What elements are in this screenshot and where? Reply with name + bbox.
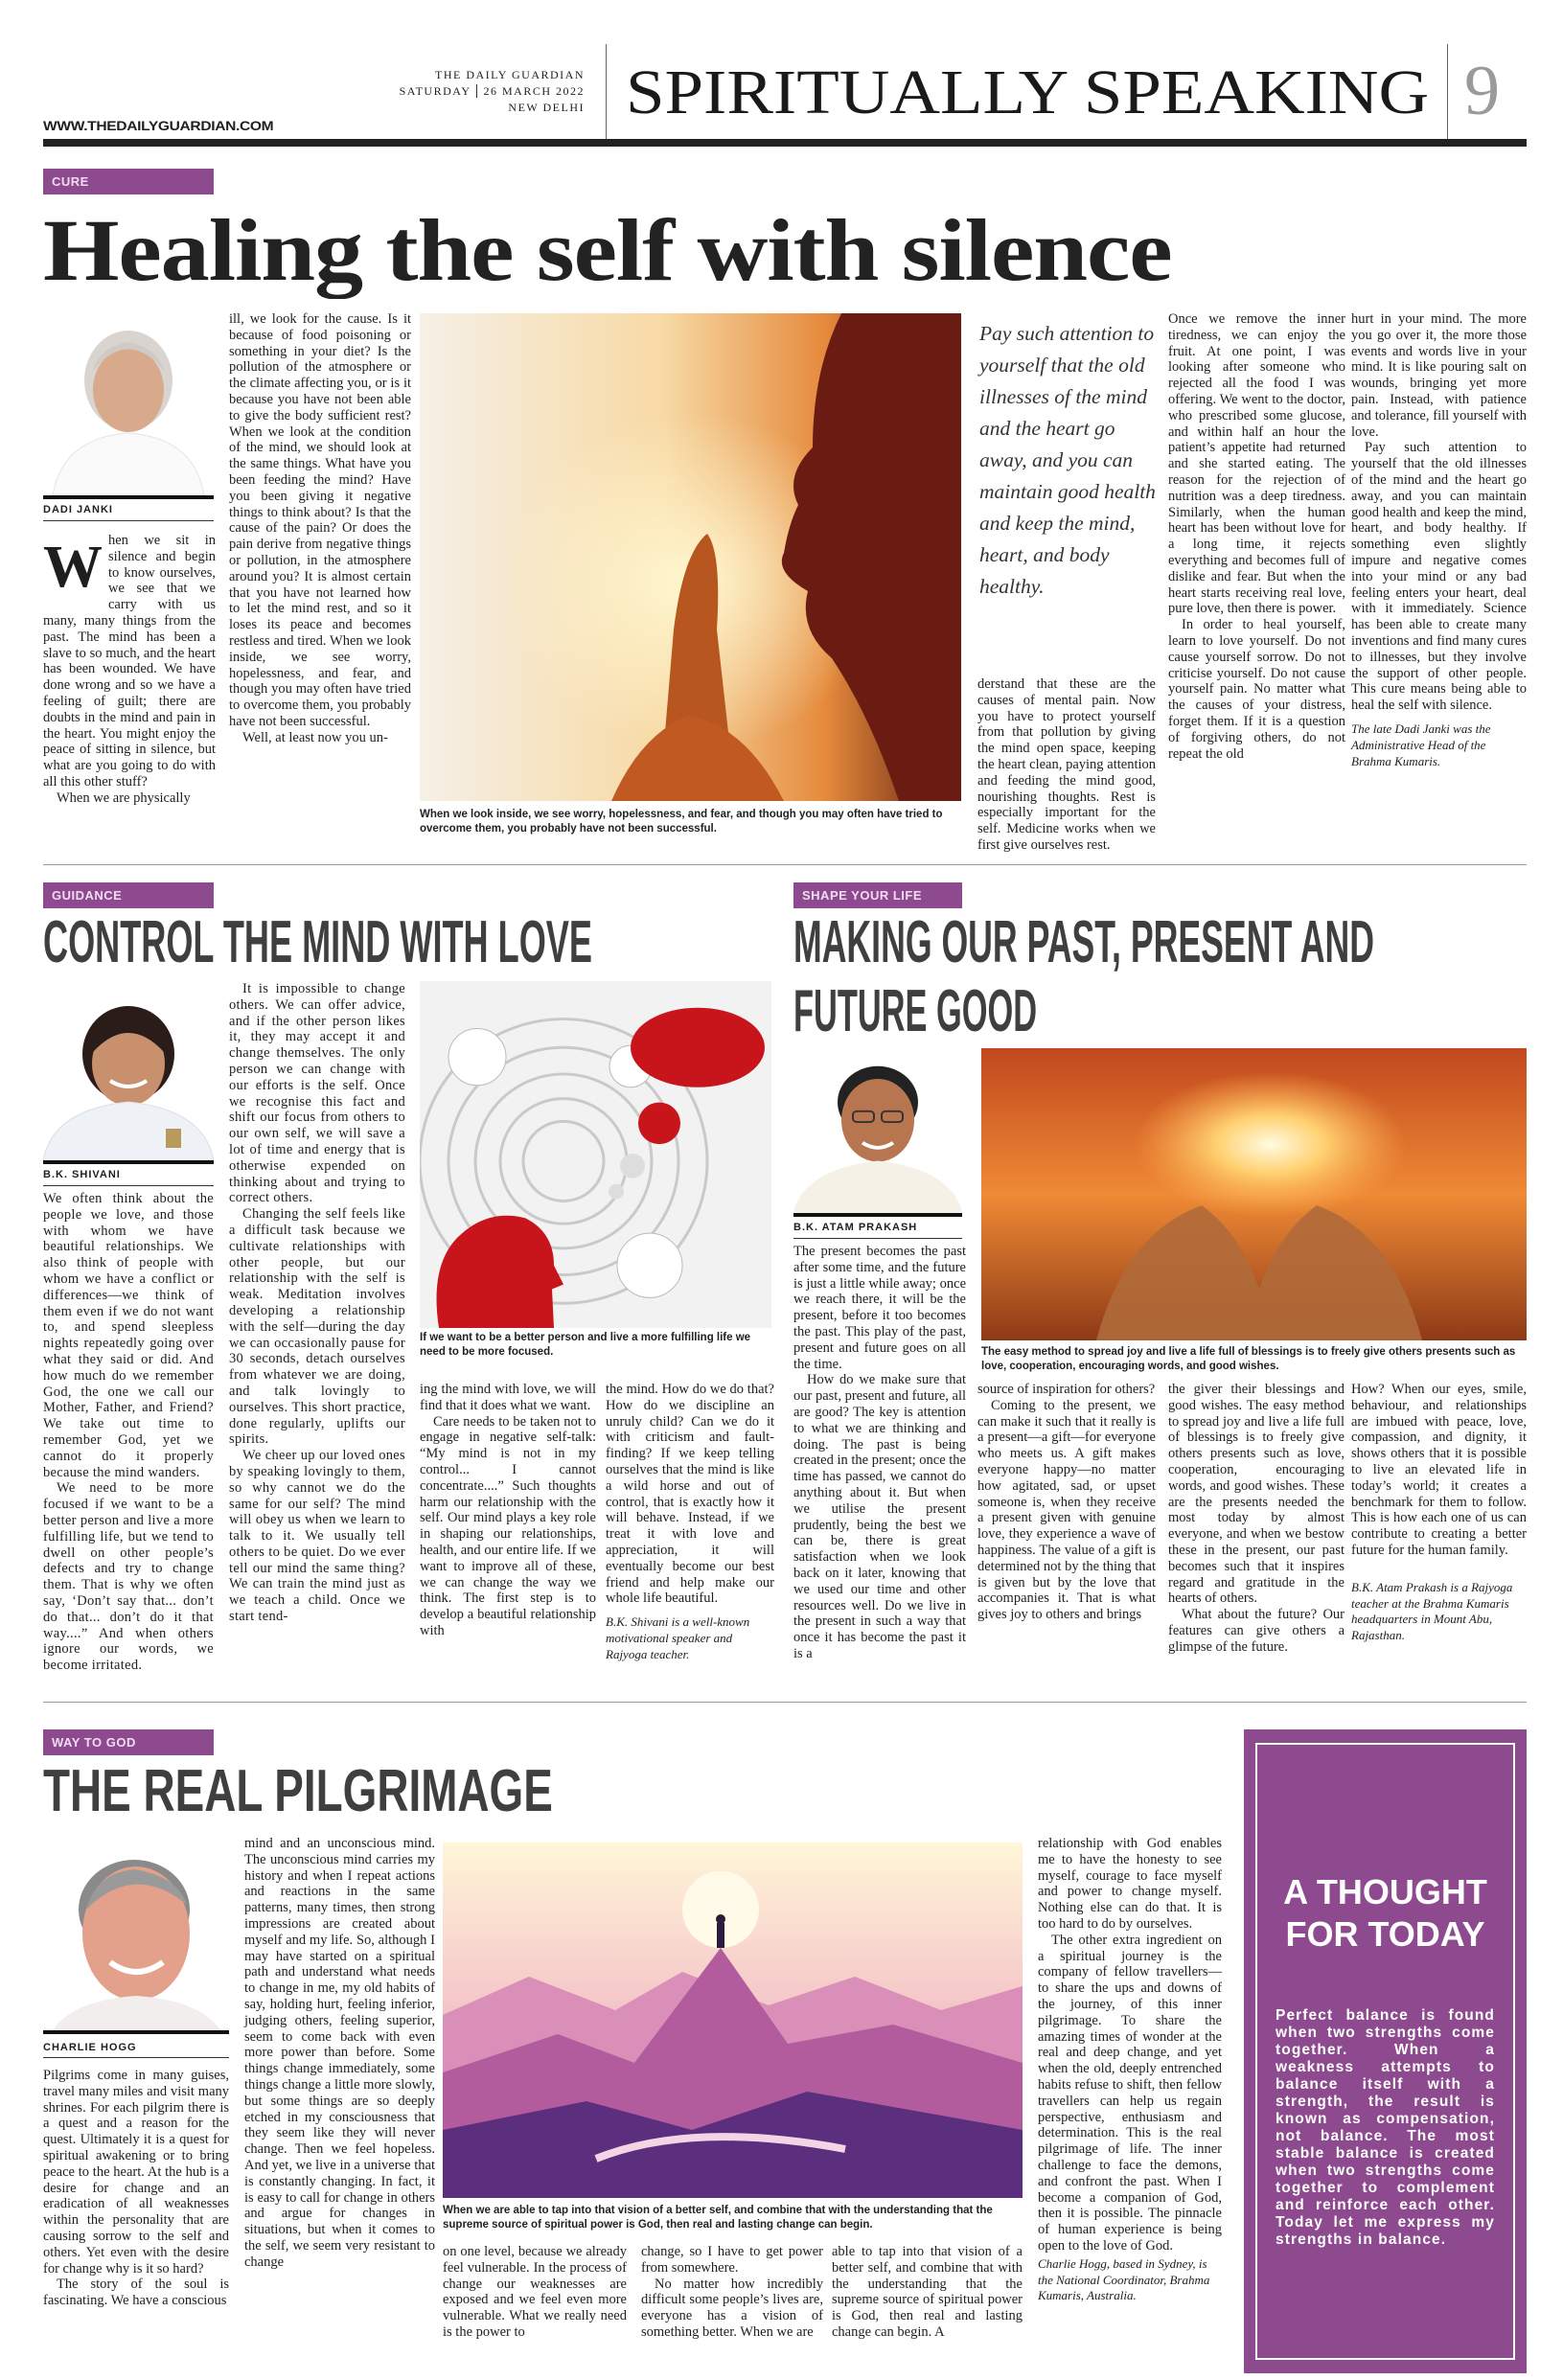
article-column	[1351, 1382, 1527, 1644]
article-column	[977, 676, 1156, 854]
author-photo	[43, 313, 214, 495]
article-column	[606, 1382, 774, 1663]
article-column	[1168, 1382, 1345, 1656]
box-title-line: FOR TODAY	[1285, 1914, 1485, 1954]
paragraph: Well, at least now you un-	[242, 729, 388, 745]
article-column	[1038, 1836, 1222, 2304]
paragraph: Pay such attention to yourself that the old illnesses of the mind and the heart go away, and you can maintain good health and keep the mind, heart, and body healthy. If something even slightly impure and negative comes into your mind or any bad feeling enters your heart, deal with it immediately. Science has been able to create many inventions and find many cures to illnesses, but they involve the support of other people. This cure means being able to heal the self with silence.	[1351, 440, 1527, 714]
article-column	[43, 2068, 229, 2309]
article-column	[244, 1836, 435, 2271]
thought-for-today-box	[1244, 1729, 1527, 2373]
article-column	[420, 1382, 596, 1639]
author-photo	[43, 1842, 229, 2030]
paper-city: NEW DELHI	[508, 101, 585, 114]
author-bio: The late Dadi Janki was the Administrative Head of the Brahma Kumaris.	[1351, 721, 1491, 768]
author-bio: Charlie Hogg, based in Sydney, is the National Coordinator, Brahma Kumaris, Australia.	[1038, 2255, 1210, 2303]
article-image-praying-silhouette	[420, 313, 961, 801]
author-name: B.K. ATAM PRAKASH	[793, 1213, 962, 1239]
article-headline	[43, 1757, 732, 1826]
author-bio: B.K. Shivani is a well-known motivational speaker and Rajyoga teacher.	[606, 1614, 750, 1661]
paragraph: No matter how incredibly difficult some people’s lives are, everyone has a vision of something better. When we are	[641, 2276, 823, 2340]
image-caption: When we look inside, we see worry, hopelessness, and fear, and though you may often have tried to overcome them, you probably have not been successful.	[420, 809, 943, 835]
article-image-sun-in-hands	[981, 1048, 1527, 1340]
headline-text: Healing the self with silence	[43, 201, 1172, 299]
article-column	[1168, 311, 1345, 762]
paper-date: 26 MARCH 2022	[483, 84, 585, 98]
masthead-divider	[1447, 44, 1448, 140]
paragraph: We need to be more focused if we want to be a better person and live a more fulfilling life, but we tend to dwell on other people’s defects and try to change them. That is why we often say, ‘Don’t say that... don’t do that... don’t do it that way....” And when others ignore our words, we become irritated.	[43, 1480, 214, 1674]
section-title	[626, 56, 1430, 130]
paragraph: the giver their blessings and good wishes. The easy method to spread joy and live a life full of blessings is to freely give others presents such as love, cooperation, encouraging words, and good wishes. These are the presents needed the most today by almost everyone, and when we bestow these in the present, our past becomes such that it inspires regard and gratitude in the hearts of others.	[1168, 1382, 1345, 1607]
paragraph: relationship with God enables me to have the honesty to see myself, courage to face myself and power to change myself. Nothing else can do that. It is too hard to do by ourselves.	[1038, 1836, 1222, 1932]
paragraph: How do we make sure that our past, present and future, all are good? The key is attention to what we are thinking and doing. The past is being created in the present; once the time has passed, we cannot do anything about it. But when we utilise the present prudently, being the best we can be, there is great satisfaction when we look back on it later, knowing that we used our time and other resources well. Do we live in the present in such a way that once it has become the past it is a	[793, 1372, 966, 1661]
article-column	[229, 311, 411, 746]
paragraph: The other extra ingredient on a spiritual journey is the company of fellow travellers—to share the ups and downs of the journey, of this inner pilgrimage. To share the amazing times of wonder at the real and deep change, and yet when the old, deeply entrenched habits refuse to shift, then fellow travellers can help us regain perspective, enthusiasm and determination. This is the real pilgrimage of life. The inner challenge to face the demons, and confront the past. When I become a companion of God, then it is possible. The pinnacle of human experience is being open to the love of God.	[1038, 1932, 1222, 2254]
article-column	[443, 2244, 627, 2341]
box-title-line: A THOUGHT	[1283, 1872, 1487, 1911]
section-tag-shape-your-life: SHAPE YOUR LIFE	[793, 882, 962, 908]
section-title-text: SPIRITUALLY SPEAKING	[626, 57, 1430, 127]
image-caption: When we are able to tap into that vision of a better self, and combine that with the understanding that the supreme source of spiritual power is God, then real and lasting change can begin.	[443, 2205, 993, 2231]
author-name: DADI JANKI	[43, 495, 214, 521]
article-column	[977, 1382, 1156, 1623]
paragraph: source of inspiration for others?	[977, 1382, 1156, 1397]
paragraph: Changing the self feels like a difficult task because we cultivate relationships with other people, but our relationship with the self is weak. Meditation involves developing a relationship with the self—during the day we can occasionally pause for 30 seconds, detach ourselves from whatever we are doing, and talk lovingly to ourselves. This short practice, done regularly, uplifts our spirits.	[229, 1206, 405, 1448]
paragraph: Once we remove the inner tiredness, we can enjoy the fruit. At one point, I was looking after someone who rejected all the food I was offering. We went to the doctor, who prescribed some glucose, and within half an hour the patient’s appetite had returned and she started eating. The reason for the rejection of nutrition was a deep tiredness. Similarly, when the human heart has been without love for a long time, it rejects everything and becomes full of dislike and fear. But when the heart starts receiving real love, pure love, then there is power.	[1168, 311, 1345, 617]
article-column	[832, 2244, 1023, 2341]
paragraph: on one level, because we already feel vulnerable. In the process of change our weaknesses are exposed and we feel even more vulnerable. What we really need is the power to	[443, 2244, 627, 2340]
paragraph: It is impossible to change others. We can offer advice, and if the other person likes it, they may accept it and change themselves. The only person we can change with our efforts is the self. Once we recognise this fact and shift our focus from others to our own self, we will save a lot of time and energy that is otherwise expended on thinking about and trying to correct others.	[229, 981, 405, 1206]
paragraph: We often think about the people we love, and those with whom we have beautiful relationships. We also think of people with whom we have a conflict or differences—we think of them even if we do not want to, and spend sleepless nights repeatedly going over what they said or did. And how much do we remember God, the one we call our Mother, Father, and Friend? We take out time to remember God, yet we cannot do it properly because the mind wanders.	[43, 1191, 214, 1480]
article-column	[793, 1244, 966, 1662]
headline-text: THE REAL PILGRIMAGE	[43, 1758, 553, 1824]
headline-line: FUTURE GOOD	[793, 978, 1038, 1044]
image-caption: The easy method to spread joy and live a life full of blessings is to freely give others presents such as love, cooperation, encouraging words, and good wishes.	[981, 1346, 1516, 1372]
section-divider	[43, 864, 1527, 865]
paragraph: change, so I have to get power from somewhere.	[641, 2244, 823, 2276]
paragraph: hurt in your mind. The more you go over it, the more those events and words live in your mind. It is like pouring salt on wounds, bringing yet more pain. Instead, with patience and tolerance, fill yourself with love.	[1351, 311, 1527, 440]
headline-line: MAKING OUR PAST, PRESENT AND	[793, 909, 1375, 975]
paragraph: Pilgrims come in many guises, travel many miles and visit many shrines. For each pilgrim there is a quest and a reason for the quest. Ultimately it is a quest for spiritual awakening or to bring peace to the heart. At the hub is a desire for change and an eradication of all weaknesses within the personality that are causing sorrow to the self and others. Yet even with the desire for change why is it so hard?	[43, 2068, 229, 2277]
paragraph: able to tap into that vision of a better self, and combine that with the understanding that the supreme source of spiritual power is God, then real and lasting change can begin. A	[832, 2244, 1023, 2340]
article-column	[1351, 311, 1527, 769]
drop-cap: W	[43, 535, 103, 600]
masthead-divider	[606, 44, 607, 140]
author-photo	[793, 1048, 962, 1213]
article-headline	[43, 199, 1172, 301]
section-tag-cure: CURE	[43, 169, 214, 195]
pull-quote: Pay such attention to yourself that the old illnesses of the mind and the heart go away, and you can maintain good health and keep the mind, heart, and body healthy.	[979, 322, 1156, 598]
article-column	[641, 2244, 823, 2341]
paragraph: derstand that these are the causes of mental pain. Now you have to protect yourself from that pollution by giving the mind open space, keeping the heart clean, paying attention and feeding the mind good, nourishing thoughts. Rest is especially important for the self. Medicine works when we first give ourselves rest.	[977, 676, 1156, 853]
paper-name: THE DAILY GUARDIAN	[435, 68, 585, 81]
page-number: 9	[1464, 52, 1500, 130]
paper-dateline	[364, 83, 585, 100]
article-headline	[793, 908, 1563, 1046]
box-title	[1244, 1871, 1527, 1956]
paragraph: ing the mind with love, we will find that it does what we want.	[420, 1382, 596, 1413]
article-column	[43, 533, 216, 807]
masthead-rule	[43, 139, 1527, 147]
article-column	[43, 1191, 214, 1674]
article-image-mountain-pilgrim	[443, 1842, 1023, 2198]
paragraph: ill, we look for the cause. Is it because of food poisoning or something in your diet? Is the pollution of the atmosphere or the climate affecting you, or is it because you have not been able to give the body sufficient rest? When we look at the condition of the mind, we should look at the same things. What have you been feeding the mind? Have you been giving it negative things to think about? Is that the cause of the pain? Or does the pain derive from negative things or pollution, in the atmosphere around you? It is almost certain that you have not learned how to let the mind rest, and so it loses its peace and becomes restless and tired. When we look inside, we see worry, hopelessness, and fear, and though you may often have tried to overcome them, you probably have not been successful.	[229, 311, 411, 729]
section-tag-guidance: GUIDANCE	[43, 882, 214, 908]
website-text: WWW.THEDAILYGUARDIAN.COM	[43, 118, 274, 133]
paragraph: the mind. How do we do that? How do we discipline an unruly child? Can we do it with criticism and fault-finding? If we keep telling ourselves that the mind is like a wild horse and out of control, that is exactly how it will behave. Instead, if we treat it with love and appreciation, it will eventually become our best friend and help make our whole life beautiful.	[606, 1382, 774, 1607]
author-name: B.K. SHIVANI	[43, 1160, 214, 1186]
image-caption: If we want to be a better person and live a more fulfilling life we need to be more focused.	[420, 1332, 751, 1358]
paper-meta	[364, 67, 585, 116]
paragraph: What about the future? Our features can give others a glimpse of the future.	[1168, 1607, 1345, 1655]
paragraph: The present becomes the past after some time, and the future is just a little while away; once we reach there, it will be the present, before it too becomes the past. This play of the past, present and future goes on all the time.	[793, 1244, 966, 1372]
author-photo	[43, 985, 214, 1160]
website-link[interactable]	[43, 118, 274, 133]
author-name: CHARLIE HOGG	[43, 2030, 229, 2058]
paper-day: SATURDAY	[399, 84, 471, 98]
paragraph: The story of the soul is fascinating. We have a conscious	[43, 2277, 229, 2309]
author-bio: B.K. Atam Prakash is a Rajyoga teacher at the Brahma Kumaris headquarters in Mount Abu, Rajasthan.	[1351, 1579, 1513, 1643]
paragraph: mind and an unconscious mind. The unconscious mind carries my history and when I repeat actions and reactions in the same patterns, many times, then strong impressions are created about myself and my life. So, although I may have started on a spiritual path and understand what needs to change in me, my old habits of say, holding hurt, feeling inferior, judging others, feeling superior, seem to come back with even more power than before. Some things change immediately, some things change a little more slowly, but some things are so deeply etched in my consciousness that they seem like they will never change. Then we feel hopeless. And yet, we live in a universe that is constantly changing. In fact, it is easy to call for change in others and argue for changes in situations, but when it comes to the self, we seem very resistant to change	[244, 1836, 435, 2270]
paragraph: In order to heal yourself, learn to love yourself. Do not cause yourself sorrow. Do not criticise yourself. Do not cause yourself pain. No matter what the causes of your distress, forget them. If it is a question of forgiving others, do not repeat the old	[1168, 617, 1345, 762]
box-text: Perfect balance is found when two strengths come together. When a weakness attempts to balance itself with a strength, the result is known as compensation, not balance. The most stable balance is created when two strengths come together to complement and reinforce each other. Today let me express my strengths in balance.	[1276, 2007, 1495, 2248]
article-image-mind-thought-bubble	[420, 981, 771, 1328]
section-divider	[43, 1702, 1527, 1703]
paragraph: Care needs to be taken not to engage in negative self-talk: “My mind is not in my control... I cannot concentrate....” Such thoughts harm our relationship with the self. Our mind plays a key role in shaping our relationships, health, and our entire life. If we want to improve all of these, we can change the way we think. The first step is to develop a beautiful relationship with	[420, 1413, 596, 1638]
paragraph: Coming to the present, we can make it such that it really is a present—a gift—for everyone who meets us. A gift makes everyone happy—no matter how agitated, sad, or upset someone is, when they receive a present given with genuine love, they experience a wave of happiness. The value of a gift is determined not by the thing that is given but by the love that accompanies it. That is what gives joy to others and brings	[977, 1397, 1156, 1623]
article-column	[229, 981, 405, 1625]
headline-text: CONTROL THE MIND WITH LOVE	[43, 909, 592, 975]
paragraph: How? When our eyes, smile, behaviour, and relationships are imbued with peace, love, compassion, and dignity, it shows others that it is possible to live an elevated life in today’s world; it creates a benchmark for them to follow. This is how each one of us can contribute to creating a better future for the human family.	[1351, 1382, 1527, 1558]
paragraph: When we are physically	[57, 790, 191, 806]
paragraph: hen we sit in silence and begin to know ourselves, we see that we carry with us many, many things from the past. The mind has been a slave to so much, and the heart has been wounded. We have done wrong and so we have a feeling of guilt; there are doubts in the mind and pain in the heart. You might enjoy the peace of sitting in silence, but what are you going to do with all this other stuff?	[43, 533, 216, 790]
paragraph: We cheer up our loved ones by speaking lovingly to them, so why cannot we do the same for our self? The mind will obey us when we learn to talk to it. We usually tell others to be quiet. Do we ever tell our mind the same thing? We can train the mind just as we teach a child. Once we start tend-	[229, 1448, 405, 1625]
section-tag-way-to-god: WAY TO GOD	[43, 1729, 214, 1755]
